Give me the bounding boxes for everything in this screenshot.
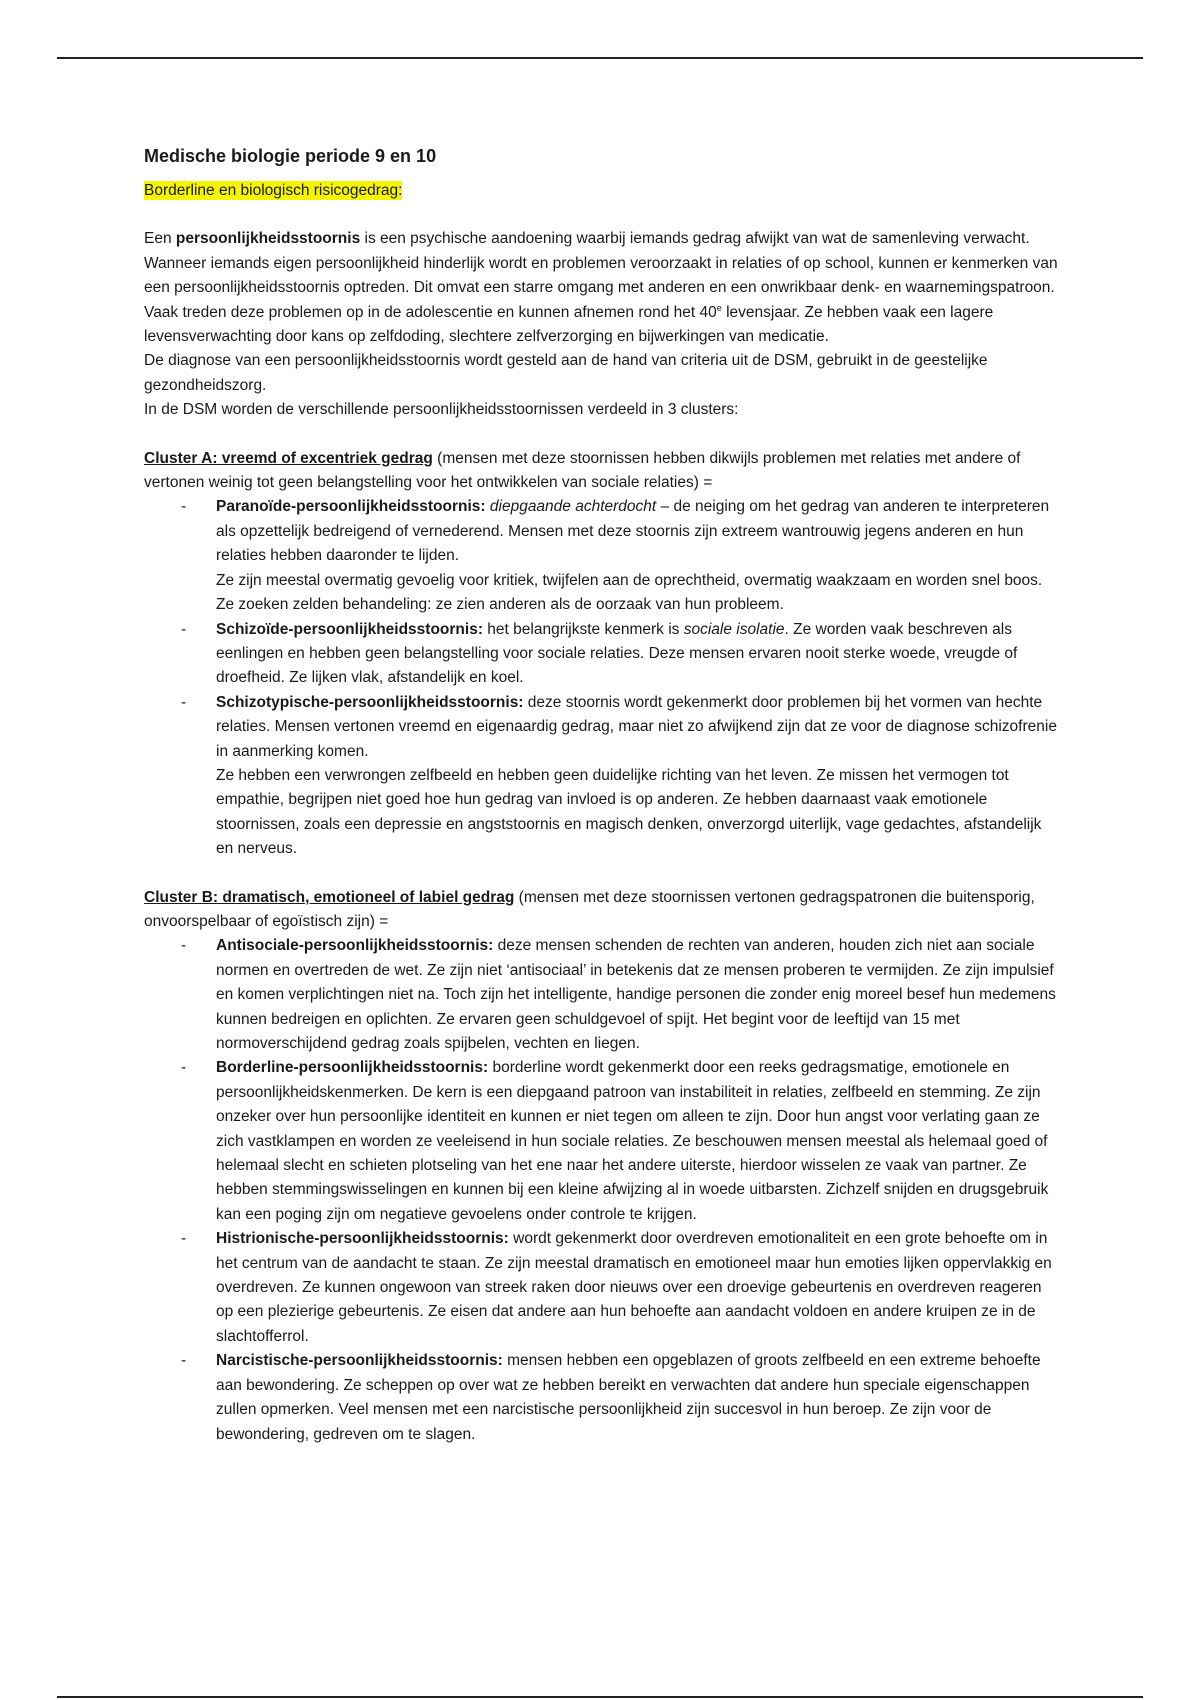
- page-title: Medische biologie periode 9 en 10: [144, 146, 437, 166]
- cluster-a-title: Cluster A: vreemd of excentriek gedrag: [144, 449, 433, 467]
- spacer: [144, 203, 1059, 227]
- cluster-a-description: (mensen met deze stoornissen hebben dikwijls problemen met relaties met andere of vertonen weinig tot geen belangstelling voor het ontwikkelen van sociale relaties) =: [144, 449, 1021, 492]
- intro-paragraph-4: In de DSM worden de verschillende persoonlijkheidsstoornissen verdeeld in 3 clusters:: [144, 401, 739, 419]
- list-item: - Antisociale-persoonlijkheidsstoornis: deze mensen schenden de rechten van anderen, houden zich niet aan sociale normen en overtreden de wet. Ze zijn niet ‘antisociaal’ in betekenis dat ze mensen proberen te vermijden. Ze zijn impulsief en komen verplichtingen niet na. Toch zijn het intelligente, handige personen die zonder enig moreel besef hun medemens kunnen bedreigen en oplichten. Ze ervaren geen schuldgevoel of spijt. Het begint voor de leeftijd van 15 met normoverschijdend gedrag zoals spijbelen, vechten en liegen.: [144, 934, 1059, 1056]
- list-item: - Schizoïde-persoonlijkheidsstoornis: het belangrijkste kenmerk is sociale isolatie. Ze worden vaak beschreven als eenlingen en hebben geen belangstelling voor sociale relaties. Deze mensen ervaren nooit sterke woede, vreugde of droefheid. Ze lijken vlak, afstandelijk en koel.: [144, 618, 1059, 691]
- list-item: - Narcistische-persoonlijkheidsstoornis: mensen hebben een opgeblazen of groots zelfbeeld en een extreme behoefte aan bewondering. Ze scheppen op over wat ze hebben bereikt en verwachten dat andere hun speciale eigenschappen zullen opmerken. Veel mensen met een narcistische persoonlijkheid zijn succesvol in hun beroep. Ze zijn voor de bewondering, gedreven om te slagen.: [144, 1349, 1059, 1447]
- list-item: - Schizotypische-persoonlijkheidsstoornis: deze stoornis wordt gekenmerkt door problemen bij het vormen van hechte relaties. Mensen vertonen vreemd en eigenaardig gedrag, maar niet zo afwijkend zijn dat ze voor de diagnose schizofrenie in aanmerking komen. Ze hebben een verwrongen zelfbeeld en hebben geen duidelijke richting van het leven. Ze missen het vermogen tot empathie, begrijpen niet goed hoe hun gedrag van invloed is op anderen. Ze hebben daarnaast vaak emotionele stoornissen, zoals een depressie en angststoornis en magisch denken, onverzorgd uiterlijk, vage gedachtes, afstandelijk en nerveus.: [144, 691, 1059, 862]
- bottom-rule: [57, 1696, 1143, 1698]
- intro-paragraph-3: De diagnose van een persoonlijkheidsstoornis wordt gesteld aan de hand van criteria uit de DSM, gebruikt in de geestelijke gezondheidszorg.: [144, 352, 988, 394]
- top-rule: [57, 57, 1143, 59]
- cluster-b-description: (mensen met deze stoornissen vertonen gedragspatronen die buitensporig, onvoorspelbaar of egoïstisch zijn) =: [144, 888, 1035, 930]
- section-subtitle: [144, 179, 1059, 203]
- cluster-a-heading: [144, 447, 1059, 496]
- list-item: - Borderline-persoonlijkheidsstoornis: borderline wordt gekenmerkt door een reeks gedragsmatige, emotionele en persoonlijkheidskenmerken. De kern is een diepgaand patroon van instabiliteit in relaties, zelfbeeld en stemming. Ze zijn onzeker over hun persoonlijke identiteit en kunnen er niet tegen om alleen te zijn. Door hun angst voor verlating gaan ze zich vastklampen en worden ze veeleisend in hun sociale relaties. Ze beschouwen mensen meestal als helemaal goed of helemaal slecht en schieten plotseling van het ene naar het andere uiterste, hierdoor wisselen ze vaak van partner. Ze hebben stemmingswisselingen en kunnen bij een kleine afwijzing al in woede uitbarsten. Zichzelf snijden en drugsgebruik kan een poging zijn om negatieve gevoelens onder controle te krijgen.: [144, 1056, 1059, 1227]
- spacer: [144, 423, 1059, 447]
- document-body: [144, 143, 1059, 1447]
- intro-paragraph-1: Een persoonlijkheidsstoornis is een psychische aandoening waarbij iemands gedrag afwijkt van wat de samenleving verwacht. Wanneer iemands eigen persoonlijkheid hinderlijk wordt en problemen veroorzaakt in relaties of op school, kunnen er kenmerken van een persoonlijkheidsstoornis optreden. Dit omvat een starre omgang met anderen en een onwrikbaar denk- en waarnemingspatroon.: [144, 230, 1058, 297]
- intro-paragraph-2: Vaak treden deze problemen op in de adolescentie en kunnen afnemen rond het 40e levensjaar. Ze hebben vaak een lagere levensverwachting door kans op zelfdoding, slechtere zelfverzorging en bijwerkingen van medicatie.: [144, 302, 994, 346]
- cluster-b-heading: [144, 886, 1059, 935]
- term-persoonlijkheidsstoornis: persoonlijkheidsstoornis: [175, 230, 361, 248]
- highlighted-subtitle: Borderline en biologisch risicogedrag:: [144, 182, 403, 199]
- cluster-a-list: [144, 495, 1059, 861]
- list-item: - Paranoïde-persoonlijkheidsstoornis: diepgaande achterdocht – de neiging om het gedrag van anderen te interpreteren als opzettelijk bedreigend of vernederend. Mensen met deze stoornis zijn extreem wantrouwig jegens anderen en hun relaties hebben daaronder te lijden. Ze zijn meestal overmatig gevoelig voor kritiek, twijfelen aan de oprechtheid, overmatig waakzaam en worden snel boos. Ze zoeken zelden behandeling: ze zien anderen als de oorzaak van hun probleem.: [144, 495, 1059, 617]
- cluster-b-title: Cluster B: dramatisch, emotioneel of labiel gedrag: [144, 888, 515, 906]
- cluster-b-list: [144, 934, 1059, 1447]
- spacer: [144, 862, 1059, 886]
- list-item: - Histrionische-persoonlijkheidsstoornis: wordt gekenmerkt door overdreven emotionaliteit en een grote behoefte om in het centrum van de aandacht te staan. Ze zijn meestal dramatisch en emotioneel maar hun emoties lijken oppervlakkig en overdreven. Ze kunnen ongewoon van streek raken door nieuws over een droevige gebeurtenis en overdreven reageren op een plezierige gebeurtenis. Ze eisen dat andere aan hun behoefte aan aandacht voldoen en andere kruipen ze in de slachtofferrol.: [144, 1227, 1059, 1349]
